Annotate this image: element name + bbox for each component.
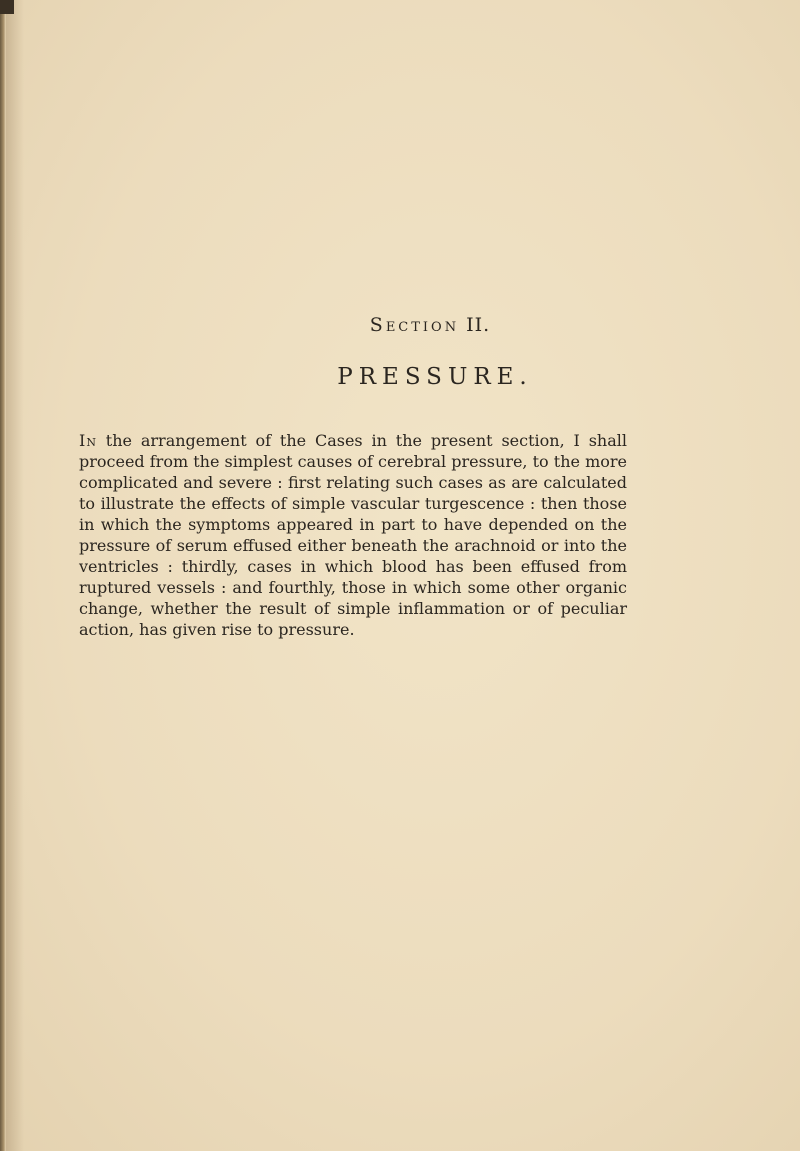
page-title: PRESSURE.	[337, 364, 533, 390]
body-paragraph	[79, 430, 627, 640]
body-text: the arrangement of the Cases in the present section, I shall proceed from the simplest causes of cerebral pressure, to the more complicated and severe : first relating such cases as are calculated to illustrate the effects of simple vascular turgescence : then those in which the symptoms appeared in part to have depended on the pressure of serum effused either beneath the arachnoid or into the ventricles : thirdly, cases in which blood has been effused from ruptured vessels : and fourthly, those in which some other organic change, whether the result of simple inflammation or of peculiar action, has given rise to pressure.	[79, 431, 627, 639]
page-corner	[0, 0, 14, 14]
section-label: Section	[369, 314, 460, 336]
section-heading	[0, 314, 800, 336]
lead-word: In	[79, 431, 97, 450]
section-number: II.	[466, 314, 491, 336]
spine-shadow	[6, 0, 24, 1151]
